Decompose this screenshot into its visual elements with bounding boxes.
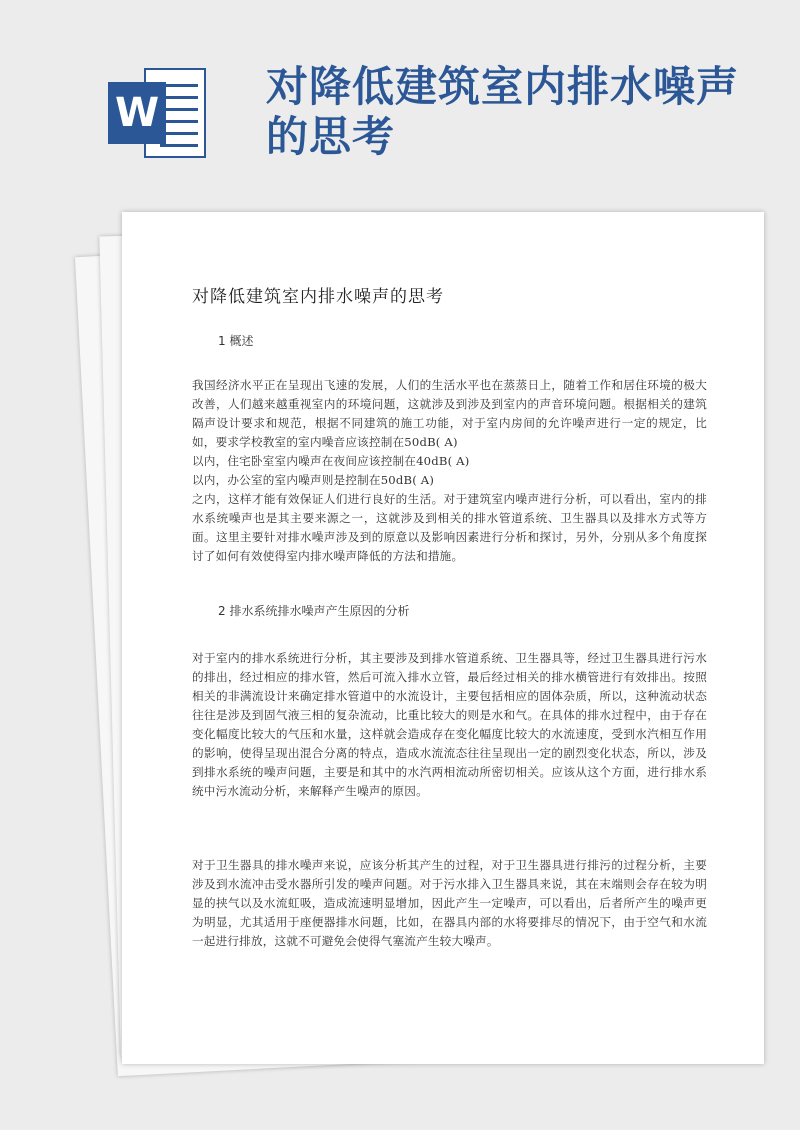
section-heading-overview: 1 概述: [218, 334, 254, 348]
paragraph-sanitary-fixtures: [192, 856, 707, 951]
word-badge: W: [108, 82, 166, 144]
paragraph-line: 以内，住宅卧室室内噪声在夜间应该控制在40dB( A): [192, 454, 470, 468]
paragraph-drainage-system: [192, 649, 707, 801]
word-document-icon: [108, 68, 212, 158]
paragraph-line: 我国经济水平正在呈现出飞速的发展，人们的生活水平也在蒸蒸日上，随着工作和居住环境的极大改善，人们越来越重视室内的环境问题，这就涉及到涉及到室内的声音环境问题。根据相关的建筑隔声设计要求和规范，根据不同建筑的施工功能，对于室内房间的允许噪声进行一定的规定，比如，要求学校教室的室内噪音应该控制在50dB( A): [192, 378, 707, 449]
document-page: [122, 212, 764, 1064]
paragraph-line: 之内，这样才能有效保证人们进行良好的生活。对于建筑室内噪声进行分析，可以看出，室内的排水系统噪声也是其主要来源之一，这就涉及到相关的排水管道系统、卫生器具以及排水方式等方面。这里主要针对排水噪声涉及到的原意以及影响因素进行分析和探讨，另外，分别从多个角度探讨了如何有效使得室内排水噪声降低的方法和措施。: [192, 492, 707, 563]
paragraph-overview: [192, 376, 707, 566]
section-heading-causes: 2 排水系统排水噪声产生原因的分析: [218, 604, 410, 618]
banner-title: 对降低建筑室内排水噪声的思考: [266, 62, 740, 161]
paragraph-line: 对于卫生器具的排水噪声来说，应该分析其产生的过程，对于卫生器具进行排污的过程分析，主要涉及到水流冲击受水器所引发的噪声问题。对于污水排入卫生器具来说，其在末端则会存在较为明显的挟气以及水流虹吸，造成流速明显增加，因此产生一定噪声，可以看出，后者所产生的噪声更为明显，尤其适用于座便器排水问题，比如，在器具内部的水将要排尽的情况下，由于空气和水流一起进行排放，这就不可避免会使得气塞流产生较大噪声。: [192, 858, 707, 948]
header-banner: [0, 0, 800, 210]
paragraph-line: 以内，办公室的室内噪声则是控制在50dB( A): [192, 473, 435, 487]
paragraph-line: 对于室内的排水系统进行分析，其主要涉及到排水管道系统、卫生器具等，经过卫生器具进行污水的排出，经过相应的排水管，然后可流入排水立管，最后经过相关的排水横管进行有效排出。按照相关的非满流设计来确定排水管道中的水流设计，主要包括相应的固体杂质，所以，这种流动状态往往是涉及到固气液三相的复杂流动，比重比较大的则是水和气。在具体的排水过程中，由于存在变化幅度比较大的气压和水量，这样就会造成存在变化幅度比较大的水流速度，受到水汽相互作用的影响，使得呈现出混合分离的特点，造成水流流态往往呈现出一定的剧烈变化状态，所以，涉及到排水系统的噪声问题，主要是和其中的水汽两相流动所密切相关。应该从这个方面，进行排水系统中污水流动分析，来解释产生噪声的原因。: [192, 651, 707, 798]
document-title: 对降低建筑室内排水噪声的思考: [192, 287, 444, 307]
